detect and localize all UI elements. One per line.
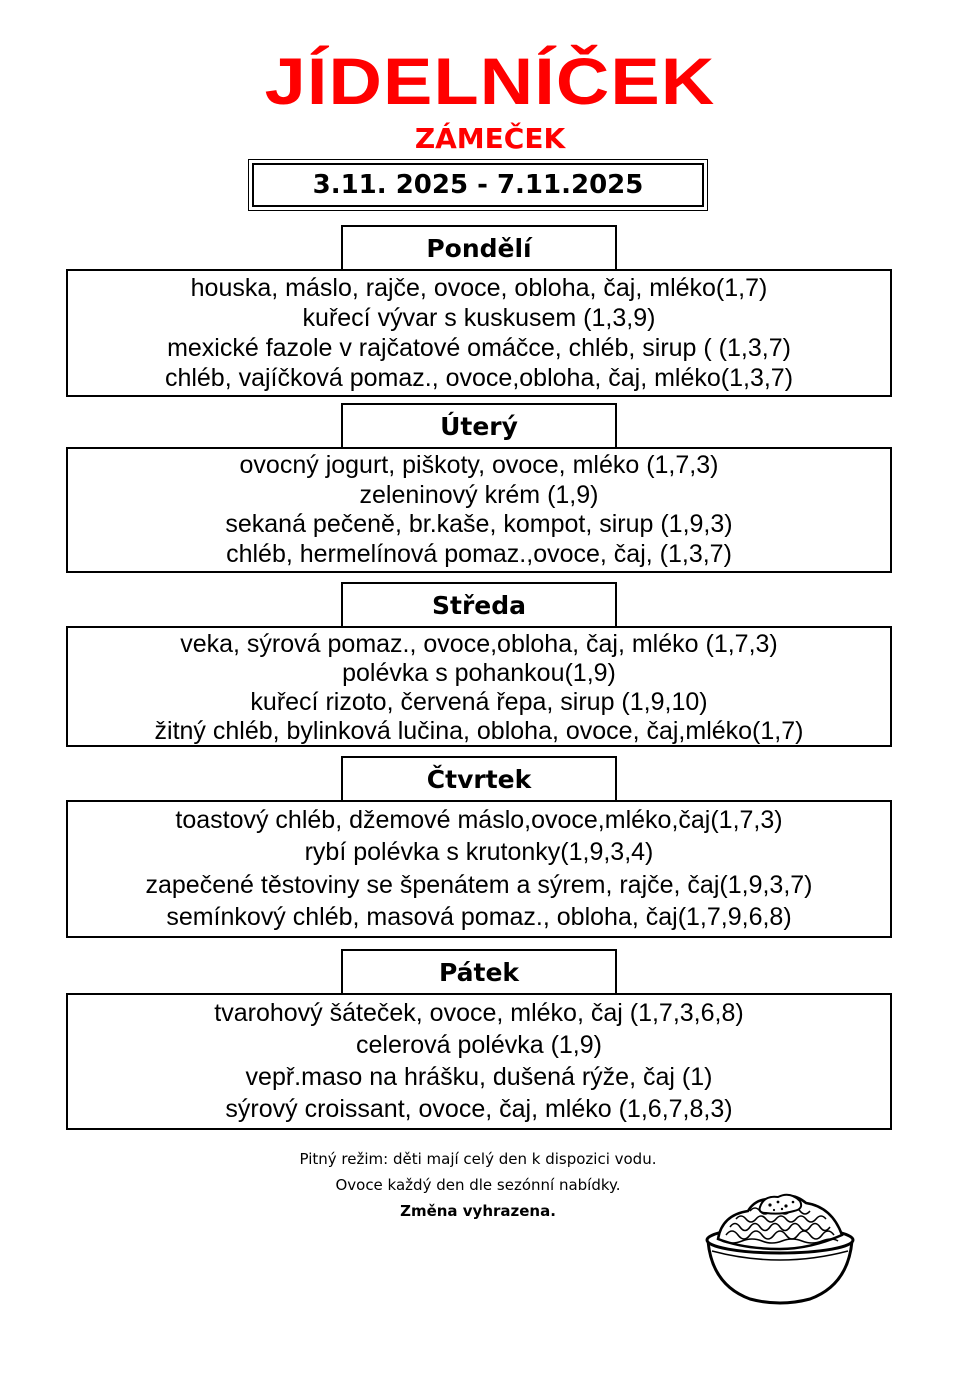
- day-header-friday: Pátek: [341, 949, 617, 993]
- day-menu-friday: [66, 993, 892, 1130]
- meal-line: polévka s pohankou(1,9): [342, 659, 616, 687]
- date-range: 3.11. 2025 - 7.11.2025: [252, 163, 704, 207]
- footer-note-drinking: Pitný režim: děti mají celý den k dispozici vodu.: [299, 1150, 657, 1168]
- meal-line: chléb, hermelínová pomaz.,ovoce, čaj, (1,3,7): [226, 539, 732, 568]
- meal-line: semínkový chléb, masová pomaz., obloha, čaj(1,7,9,6,8): [166, 903, 792, 932]
- day-menu-monday: [66, 269, 892, 397]
- footer-note-change: Změna vyhrazena.: [400, 1202, 556, 1220]
- meal-line: celerová polévka (1,9): [356, 1030, 602, 1059]
- day-header-thursday: Čtvrtek: [341, 756, 617, 800]
- meal-line: zeleninový krém (1,9): [359, 480, 599, 509]
- meal-line: sekaná pečeně, br.kaše, kompot, sirup (1,9,3): [225, 510, 733, 539]
- meal-line: toastový chléb, džemové máslo,ovoce,mléko,čaj(1,7,3): [175, 805, 783, 834]
- meal-line: zapečené těstoviny se špenátem a sýrem, rajče, čaj(1,9,3,7): [145, 870, 813, 899]
- page-title: JÍDELNÍČEK: [264, 44, 716, 118]
- meal-line: žitný chléb, bylinková lučina, obloha, ovoce, čaj,mléko(1,7): [154, 717, 804, 745]
- day-menu-wednesday: [66, 626, 892, 747]
- meal-line: tvarohový šáteček, ovoce, mléko, čaj (1,7,3,6,8): [214, 998, 744, 1027]
- meal-line: chléb, vajíčková pomaz., ovoce,obloha, čaj, mléko(1,3,7): [164, 363, 794, 392]
- meal-line: mexické fazole v rajčatové omáčce, chléb, sirup ( (1,3,7): [167, 333, 791, 362]
- day-menu-thursday: [66, 800, 892, 938]
- day-menu-tuesday: [66, 447, 892, 573]
- meal-line: veka, sýrová pomaz., ovoce,obloha, čaj, mléko (1,7,3): [180, 630, 778, 658]
- spaghetti-bowl-icon: [700, 1185, 860, 1307]
- footer-note-fruit: Ovoce každý den dle sezónní nabídky.: [335, 1176, 621, 1194]
- day-header-tuesday: Úterý: [341, 403, 617, 447]
- date-range-box: [248, 159, 708, 211]
- day-header-wednesday: Středa: [341, 582, 617, 626]
- meal-line: kuřecí rizoto, červená řepa, sirup (1,9,10): [250, 688, 708, 716]
- meal-line: kuřecí vývar s kuskusem (1,3,9): [302, 303, 656, 332]
- meal-line: vepř.maso na hrášku, dušená rýže, čaj (1): [245, 1063, 713, 1092]
- meal-line: rybí polévka s krutonky(1,9,3,4): [304, 838, 654, 867]
- meal-line: ovocný jogurt, piškoty, ovoce, mléko (1,7,3): [239, 451, 719, 480]
- day-header-monday: Pondělí: [341, 225, 617, 269]
- meal-line: sýrový croissant, ovoce, čaj, mléko (1,6,7,8,3): [225, 1095, 733, 1124]
- meal-line: houska, máslo, rajče, ovoce, obloha, čaj, mléko(1,7): [190, 273, 768, 302]
- page-subtitle: ZÁMEČEK: [414, 122, 566, 155]
